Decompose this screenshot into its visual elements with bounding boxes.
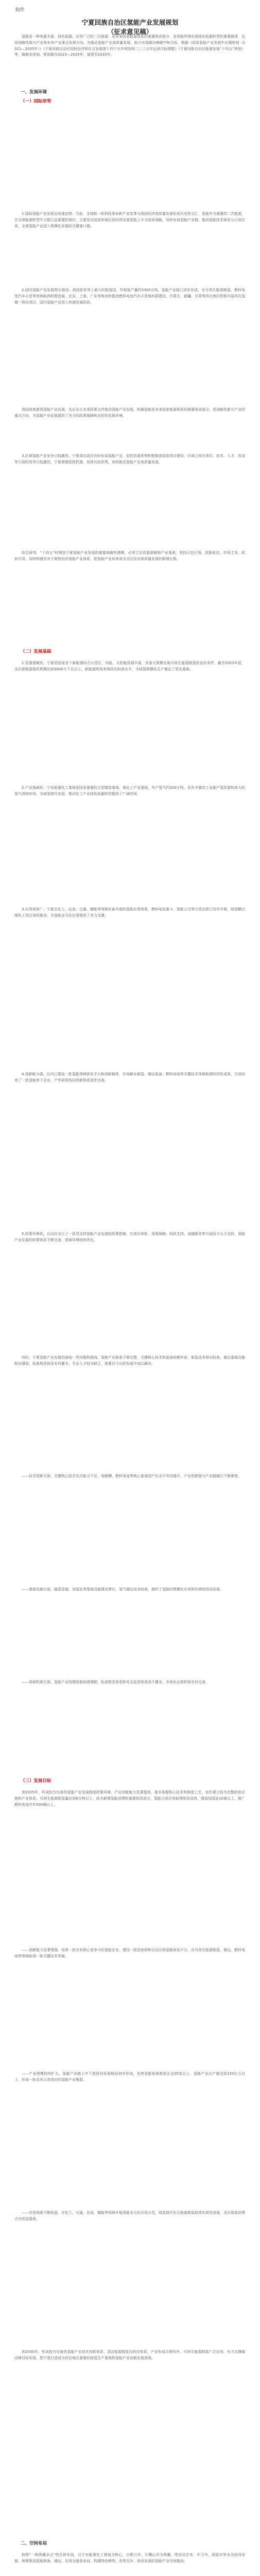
body-paragraph: ——产业规模持续扩大。氢能产业链上中下游协同发展格局初步形成，培育氢能装备制造企业20家以上，氢能产业总产值达到150亿元以上，形成一批具有示范效应的氢能产业集群。 <box>14 2072 245 2082</box>
body-paragraph: 到2030年，形成较为完备的氢能产业技术创新体系、清洁能源制氢及供应体系，产业布局合理有序，可再生能源制氢广泛应用，有力支撑碳达峰目标实现，把宁夏打造成为西北地区重要的绿氢生产基地和氢能产业创新发展高地。 <box>14 2350 245 2360</box>
section-heading: （三）发展目标 <box>21 1778 51 1784</box>
section-heading: 二、空间布局 <box>21 2541 47 2546</box>
body-paragraph: 按照“一核两翼多点”的总体布局，以宁东能源化工基地为核心，以银川市、石嘴山市为两翼，带动吴忠市、中卫市、固原市等多点协同发展，统筹推进氢能制备、储运、应用全链条布局，构建特色鲜明、优势互补、协同发展的氢能产业空间格局。 <box>14 2553 245 2563</box>
body-paragraph: 我国高度重视氢能产业发展，先后出台多项政策文件推动氢能产业发展，明确氢能是未来国家能源体系的重要组成部分，是战略性新兴产业的重点方向，为氢能产业发展提供了有力的政策保障和良好的发展环境。 <box>14 408 245 418</box>
document-title: 宁夏回族自治区氢能产业发展规划 <box>81 19 179 26</box>
body-paragraph: 2.国内氢能产业发展势头强劲。我国是世界上最大的制氢国，年制氢产量约3300万吨，氢能产业链已初步形成，在可再生能源制氢、燃料电池汽车示范等领域取得积极进展，北京、上海、广东等地加快推进燃料电池汽车示范城市群建设，内蒙古、新疆、甘肃等西北地区积极开展风光氢储一体化项目，国内氢能产业进入快速发展阶段。 <box>14 288 245 304</box>
body-paragraph: 1.资源禀赋优。宁夏是国家首个新能源综合示范区，风能、太阳能资源丰富，具备大规模发展可再生能源制氢的良好条件，截至2022年底，全区新能源装机规模达到3000万千瓦以上，新能源利用率保持在较高水平，为绿氢规模化生产奠定了坚实基础。 <box>14 661 245 671</box>
body-paragraph: 2.产业基础好。宁东能源化工基地是国家重要的大型煤炭基地、煤化工产业基地，年产氢气约200万吨，具有丰富的工业副产氢资源和庞大的氢气消纳市场，为绿氢替代灰氢、推动化工产业绿色低碳转型提供了广阔空间。 <box>14 786 245 796</box>
body-paragraph: 1.国际氢能产业发展呈加速态势。当前，全球新一轮科技革命和产业变革与我国经济高质量发展形成历史性交汇，氢能作为重要的二次能源，在全球能源转型中占据日益重要的地位，主要发达国家和地区纷纷将发展氢能上升为国家战略，加快布局氢能产业链，推动氢能技术研发与示范应用，全球氢能产业进入规模化发展的关键窗口期。 <box>14 212 245 228</box>
body-paragraph: ——创新能力显著增强。培育一批具有核心竞争力的氢能企业，建设一批国家级和自治区级氢能研发平台，在可再生能源制氢、储运、燃料电池等领域取得一批关键技术突破。 <box>14 1948 245 1958</box>
body-paragraph: ——技术创新方面。关键核心技术攻关能力不足，电解槽、燃料电池等核心装备国产化水平有待提升，产业创新链与产业链融合不够紧密。 <box>22 1474 241 1478</box>
section-heading: （一）国际形势 <box>21 99 51 104</box>
body-paragraph: 综合研判，“十四五”时期是宁夏氢能产业发展的重要战略机遇期，必须立足资源禀赋和产业基础，坚持示范引领、创新驱动、市场主导、政府引导，加快构建具有宁夏特色的氢能产业体系，把氢能产业培育成为全区经济高质量发展的新增长极。 <box>14 551 245 561</box>
body-paragraph: ——体制机制方面。氢能产业管理体制尚需理顺，标准规范体系和安全监管体系尚不健全，市场化运营机制有待完善。 <box>22 1680 209 1684</box>
body-paragraph: 3.应用场景广。宁夏在化工、冶金、交通、储能等领域具备丰富的氢能应用场景，燃料电池重卡、氢能公交等示范运营已有序开展，绿氢耦合煤化工项目加快推进，为氢能多元化应用提供了有力支撑。 <box>14 907 245 918</box>
body-paragraph: 同时，宁夏氢能产业发展仍面临一些问题和挑战。氢能产业链条不够完整，关键核心技术和装备依赖外部，制氢成本相对较高，储运基础设施相对薄弱，标准规范体系有待健全，专业人才较为缺乏，需要在今后的发展中加以解决。 <box>14 1355 245 1366</box>
body-paragraph: 3.区域氢能产业竞争日趋激烈。宁夏周边省区纷纷布局氢能产业，依托资源优势积极推进绿氢项目建设，区域之间在项目、技术、人才、资金等方面的竞争日趋激烈，宁夏需要抢抓机遇，发挥比较优势，加快推动氢能产业高质量发展。 <box>14 454 245 464</box>
section-heading: （二）发展基础 <box>21 649 51 654</box>
document-subtitle: （征求意见稿） <box>107 28 153 36</box>
body-paragraph: ——应用场景不断拓展。在化工、交通、冶金、储能等领域开展氢能多元化应用示范，绿氢替代化石能源制氢取得实质性进展，全区绿氢消费占比明显提高。 <box>14 2211 245 2221</box>
body-paragraph: 氢能是一种来源丰富、绿色低碳、应用广泛的二次能源，是未来国家能源体系的重要组成部分，是用能终端实现绿色低碳转型的重要载体，也是战略性新兴产业和未来产业重点发展方向。为推动氢能产业高质量发展，助力实现碳达峰碳中和目标，根据《国家氢能产业发展中长期规划（2021—2035年）》《宁夏回族自治区国民经济和社会发展第十四个五年规划和二〇三五年远景目标纲要》《宁夏回族自治区能源发展“十四五”规划》等，编制本规划。规划期为2023—2025年，展望至2030年。 <box>14 35 245 57</box>
section-heading: 一、发展环境 <box>21 90 47 95</box>
body-paragraph: 5.政策环境优。自治区出台了一系列支持氢能产业发展的政策措施，在项目审批、用地保障、财政支持、金融服务等方面给予大力支持，氢能产业发展的政策体系不断完善，营商环境持续优化。 <box>14 1232 245 1242</box>
annex-label: 附件 <box>15 8 25 13</box>
body-paragraph: 4.创新能力强。区内已建成一批氢能领域研发平台和创新载体，在电解水制氢、储运装备、燃料电池等关键技术领域取得阶段性成果，引进培育了一批氢能骨干企业，产学研用协同创新体系逐步完善。 <box>14 1072 245 1082</box>
body-paragraph: ——基础设施方面。输氢管道、加氢站等基础设施建设滞后，氢气储运成本较高，制约了氢能的规模化应用和区域间协同发展。 <box>22 1587 223 1591</box>
body-paragraph: 到2025年，形成较为完善的氢能产业发展制度政策环境，产业创新能力显著提高，基本掌握核心技术和制造工艺，初步建立较为完整的供应链和产业体系。可再生能源制氢量达到8万吨以上，成为新增氢能消费的重要组成部分，氢能示范应用取得明显成效，建成加氢站10座以上，推广燃料电池汽车500辆以上。 <box>14 1790 245 1807</box>
